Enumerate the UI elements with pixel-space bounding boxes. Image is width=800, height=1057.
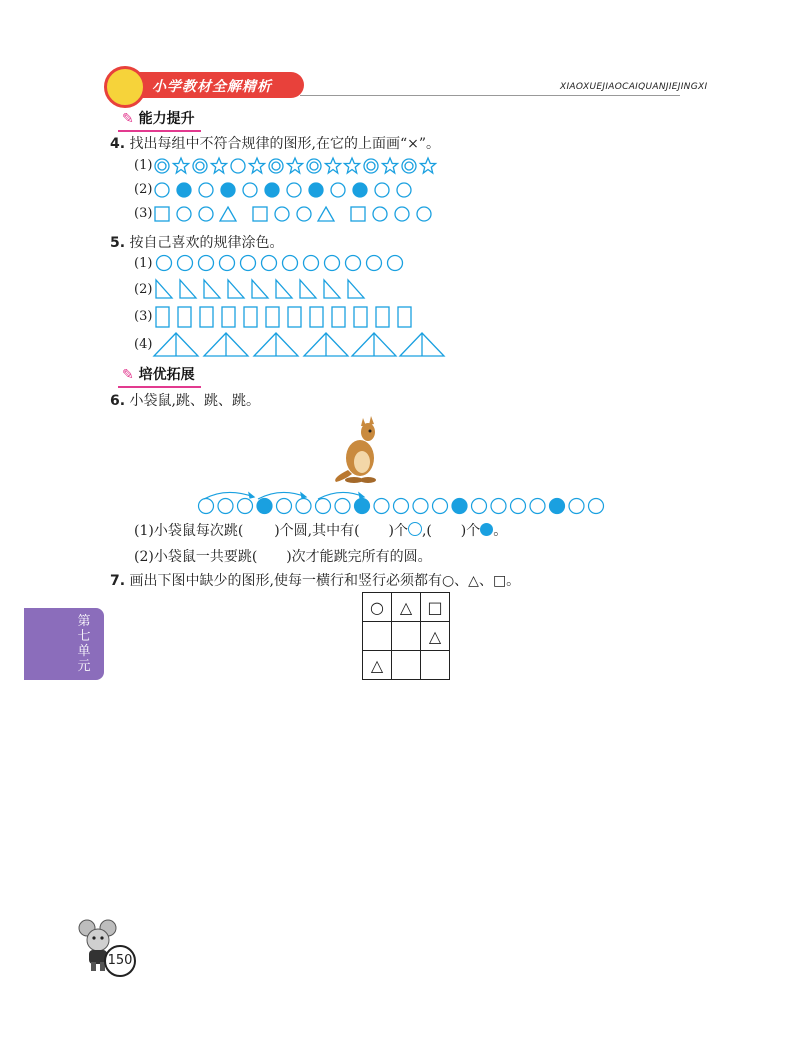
hollow-circle xyxy=(316,499,331,514)
pencil-icon: ✎ xyxy=(122,367,134,383)
q4-label-3: (3) xyxy=(134,206,153,221)
filled-circle xyxy=(257,499,272,514)
hollow-circle xyxy=(589,499,604,514)
question-6 xyxy=(110,390,260,410)
side-tab-char: 第 xyxy=(77,614,91,629)
hollow-circle xyxy=(218,499,233,514)
q4-row-1 xyxy=(155,158,436,173)
section-extension-label: 培优拓展 xyxy=(138,367,195,383)
q5-label-1: (1) xyxy=(134,256,153,271)
question-7 xyxy=(110,570,520,590)
question-5-text: 按自己喜欢的规律涂色。 xyxy=(129,235,284,251)
double-circle-icon xyxy=(193,159,207,173)
book-logo-icon xyxy=(104,66,146,108)
question-5 xyxy=(110,232,284,252)
star-icon xyxy=(249,158,264,173)
hollow-circle xyxy=(296,499,311,514)
q5-label-2: (2) xyxy=(134,282,153,297)
question-5-number: 5. xyxy=(110,235,126,251)
section-ability xyxy=(118,108,201,132)
hollow-circle xyxy=(433,499,448,514)
header-rule xyxy=(300,95,680,96)
question-6-text: 小袋鼠,跳、跳、跳。 xyxy=(129,393,260,409)
filled-circle-icon xyxy=(480,523,493,536)
star-icon xyxy=(344,158,359,173)
question-7-number: 7. xyxy=(110,573,126,589)
question-6-sub-2: (2)小袋鼠一共要跳( )次才能跳完所有的圆。 xyxy=(134,549,432,565)
hollow-circle xyxy=(374,499,389,514)
hollow-circle-icon xyxy=(408,522,422,536)
star-icon xyxy=(382,158,397,173)
double-circle-icon xyxy=(364,159,378,173)
hollow-circle xyxy=(413,499,428,514)
q5-row-rectangles xyxy=(156,307,411,327)
hollow-circle xyxy=(491,499,506,514)
q5-label-4: (4) xyxy=(134,337,153,352)
filled-circle xyxy=(452,499,467,514)
side-tab-char: 单 xyxy=(77,644,91,659)
grid-cell[interactable]: ○ xyxy=(363,593,392,622)
question-4-number: 4. xyxy=(110,136,126,152)
hollow-circle xyxy=(472,499,487,514)
filled-circle xyxy=(355,499,370,514)
star-icon xyxy=(173,158,188,173)
grid-cell[interactable]: △ xyxy=(392,593,421,622)
grid-cell[interactable] xyxy=(392,622,421,651)
hollow-circle xyxy=(335,499,350,514)
grid-cell[interactable]: △ xyxy=(363,651,392,680)
q4-row-2 xyxy=(155,183,411,197)
double-circle-icon xyxy=(307,159,321,173)
hollow-circle xyxy=(569,499,584,514)
q5-row-right-triangles xyxy=(156,280,364,298)
hollow-circle xyxy=(530,499,545,514)
star-icon xyxy=(287,158,302,173)
header-pinyin: XIAOXUEJIAOCAIQUANJIEJINGXI xyxy=(560,82,708,92)
q4-label-1: (1) xyxy=(134,158,153,173)
star-icon xyxy=(420,158,435,173)
pencil-icon: ✎ xyxy=(122,111,134,127)
section-ability-label: 能力提升 xyxy=(138,111,195,127)
hollow-circle xyxy=(238,499,253,514)
star-icon xyxy=(211,158,226,173)
question-6-sub-1: (1)小袋鼠每次跳( )个圆,其中有( )个 ,( )个 。 xyxy=(134,523,508,539)
star-icon xyxy=(325,158,340,173)
header-title: 小学教材全解精析 xyxy=(152,79,272,95)
question-6-number: 6. xyxy=(110,393,126,409)
q6-circle-track xyxy=(196,487,620,517)
q5-row-circles xyxy=(157,256,403,271)
q4-label-2: (2) xyxy=(134,182,153,197)
grid-cell[interactable] xyxy=(363,622,392,651)
double-circle-icon xyxy=(155,159,169,173)
hollow-circle xyxy=(394,499,409,514)
grid-cell[interactable] xyxy=(392,651,421,680)
question-7-text: 画出下图中缺少的图形,使每一横行和竖行必须都有○、△、□。 xyxy=(129,573,521,589)
page-number: 150 xyxy=(104,945,136,977)
grid-cell[interactable]: △ xyxy=(421,622,450,651)
kangaroo-illustration xyxy=(330,410,390,485)
q4-row-3 xyxy=(155,207,431,221)
q5-label-3: (3) xyxy=(134,309,153,324)
hollow-circle xyxy=(199,499,214,514)
q4-shape-rows xyxy=(150,150,470,230)
q5-shape-rows xyxy=(150,250,450,365)
unit-side-tab xyxy=(24,608,104,680)
hollow-circle xyxy=(511,499,526,514)
q7-shape-grid xyxy=(362,592,450,680)
q5-row-split-triangles xyxy=(154,333,444,356)
question-4-text: 找出每组中不符合规律的图形,在它的上面画“×”。 xyxy=(129,136,441,152)
grid-cell[interactable]: □ xyxy=(421,593,450,622)
circle-icon xyxy=(231,159,245,173)
side-tab-char: 七 xyxy=(77,629,91,644)
grid-cell[interactable] xyxy=(421,651,450,680)
section-extension xyxy=(118,364,201,388)
filled-circle xyxy=(550,499,565,514)
double-circle-icon xyxy=(402,159,416,173)
side-tab-char: 元 xyxy=(77,659,91,674)
hollow-circle xyxy=(277,499,292,514)
double-circle-icon xyxy=(269,159,283,173)
